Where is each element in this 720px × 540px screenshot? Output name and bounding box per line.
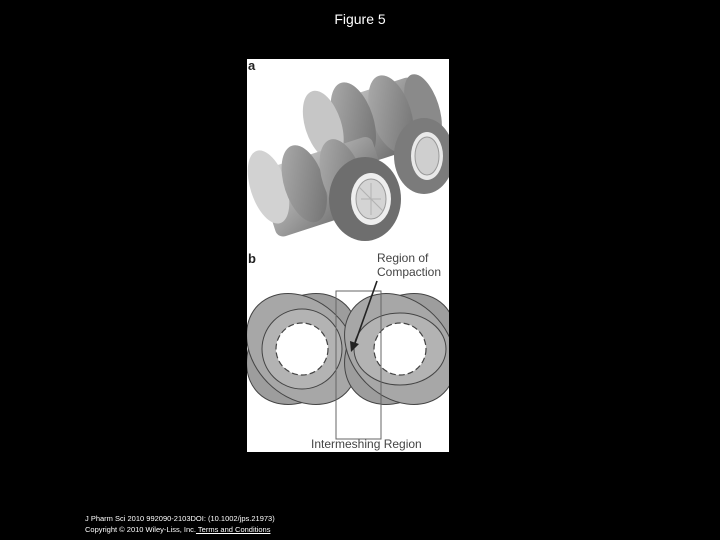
panel-b-label: b (248, 251, 256, 266)
terms-link[interactable]: Terms and Conditions (195, 525, 271, 534)
copyright-text: Copyright © 2010 Wiley-Liss, Inc. (85, 525, 196, 534)
compaction-label: Region of Compaction (377, 251, 442, 279)
panel-b-drawing (247, 271, 449, 439)
footer (85, 513, 275, 535)
panel-a-label: a (248, 59, 256, 73)
intermeshing-label: Intermeshing Region (311, 437, 422, 451)
slide-title: Figure 5 (334, 11, 386, 27)
figure-image (247, 59, 449, 452)
panel-a-drawing (247, 59, 449, 244)
copyright-line (85, 524, 275, 535)
citation-text: J Pharm Sci 2010 992090-2103DOI: (10.1002/jps.21973) (85, 514, 275, 523)
